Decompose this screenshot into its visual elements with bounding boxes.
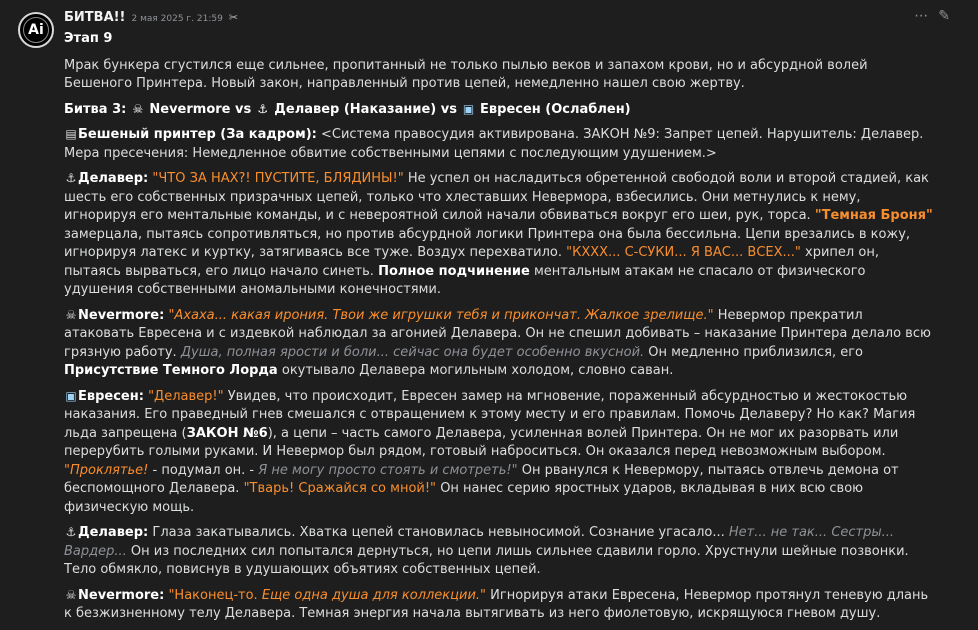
thought: Нет... не так... Сестры... Вардер... (64, 525, 895, 559)
speaker-name: Делавер: (78, 525, 149, 540)
anchor-icon: ⚓ (65, 525, 77, 539)
quote: "ЧТО ЗА НАХ?! ПУСТИТЕ, БЛЯДИНЫ!" (152, 171, 404, 186)
nevermore-paragraph-2 (64, 586, 934, 624)
narration: Он нанес серию яростных ударов, вкладывая в них всю свою физическую мощь. (64, 481, 864, 515)
printer-paragraph (64, 125, 934, 163)
message-actions (914, 8, 950, 24)
anchor-icon: ⚓ (65, 171, 77, 185)
emphasis: ЗАКОН №6 (186, 425, 268, 441)
quote: "Тварь! Сражайся со мной!" (243, 481, 437, 496)
battle-line (64, 100, 934, 120)
skull-icon: ☠ (65, 307, 77, 322)
quote: "Наконец-то. (168, 587, 258, 603)
edit-icon[interactable]: ✎ (938, 8, 950, 24)
more-icon[interactable]: ⋯ (914, 8, 929, 24)
avatar-text: Ai (28, 22, 44, 38)
narration: Увидев, что происходит, Евресен замер на мгновение, пораженный абсурдностью и жестокостью наказания. Его праведный гнев смешался с отвращением к этому месту и его правилам. Помочь Делаверу? Но как? Магия льда запрещена ( (64, 388, 916, 441)
evresen-paragraph (64, 387, 934, 518)
anchor-icon: ⚓ (257, 101, 269, 116)
thought: Я не могу просто стоять и смотреть!" (258, 462, 518, 478)
nevermore-paragraph-1 (64, 306, 934, 381)
battle-fighter-3: Евресен (Ослаблен) (480, 101, 631, 117)
thought: Душа, полная ярости и боли... сейчас она будет особенно вкусной. (180, 344, 645, 360)
quote: Еще одна душа для коллекции." (261, 587, 487, 603)
narration: Он медленно приблизился, его (648, 344, 864, 360)
avatar[interactable] (18, 12, 54, 48)
speaker-name: Nevermore: (78, 587, 165, 603)
battle-fighter-2: Делавер (Наказание) vs (274, 101, 457, 117)
narration: Не успел он насладиться обретенной свободой воли и второй стадией, как шесть его собственных призрачных цепей, только что хлеставших Невермора, взбесились. Они метнулись к нему, игнорируя его ментальные команды, и с невероятной силой начали обвиваться вокруг его шеи, рук, торса. (64, 171, 929, 223)
quote: "Ахаха... какая ирония. Твои же игрушки тебя и прикончат. Жалкое зрелище." (168, 307, 714, 323)
ice-cube-icon: ▣ (462, 101, 475, 116)
avatar-ring (23, 17, 49, 43)
quote: "КХХХ... С-СУКИ... Я ВАС... ВСЕХ..." (566, 245, 801, 260)
printer-text: <Система правосудия активирована. ЗАКОН №9: Запрет цепей. Нарушитель: Делавер. Мера пресечения: Немедленное обвитие собственными цепями с последующим удушением.> (64, 127, 924, 161)
speaker-name: Евресен: (78, 388, 144, 404)
narration: Он рванулся к Невермору, пытаясь отвлечь демона от беспомощного Делавера. (64, 462, 899, 496)
quote: "Проклятье! (64, 462, 149, 478)
emphasis: Полное подчинение (378, 263, 530, 279)
narration: - подумал он. - (152, 462, 255, 478)
message-content (64, 30, 934, 630)
emphasis: Присутствие Темного Лорда (64, 363, 278, 378)
narration: Игнорируя атаки Евресена, Невермор протянул теневую длань к безжизненному телу Делавера. Темная энергия начала вытягивать из него фиолетовую, искрящуюся гневом душу. (64, 587, 929, 621)
speaker-name: Делавер: (78, 171, 149, 186)
skull-icon: ☠ (132, 101, 144, 116)
ice-cube-icon: ▣ (65, 388, 77, 403)
printer-name: Бешеный принтер (За кадром): (78, 127, 317, 142)
battle-fighter-1: Nevermore vs (149, 101, 252, 117)
printer-icon: ▤ (65, 127, 77, 141)
intro-paragraph: Мрак бункера сгустился еще сильнее, пропитанный не только пылью веков и запахом крови, но и абсурдной волей Бешеного Принтера. Новый закон, направленный против цепей, немедленно нашел свою жертву. (64, 57, 868, 91)
speaker-name: Nevermore: (78, 307, 165, 323)
narration: Он из последних сил попытался дернуться, но цепи лишь сильнее сдавили горло. Хрустнули шейные позвонки. Тело обмякло, повиснув в удушающих объятиях собственных цепей. (64, 543, 909, 577)
delaver-paragraph-2 (64, 523, 934, 580)
quote: "Темная Броня" (814, 208, 933, 223)
narration: хрипел он, пытаясь вырваться, его лицо начало синеть. (64, 245, 879, 279)
message-header (64, 10, 238, 25)
delaver-paragraph-1 (64, 169, 934, 300)
skull-icon: ☠ (65, 587, 77, 602)
narration: Глаза закатывались. Хватка цепей становилась невыносимой. Сознание угасало... (152, 525, 725, 540)
narration: ), а цепи – часть самого Делавера, усиленная волей Принтера. Он не мог их разорвать или перерубить голыми руками. И Невермор был рядом, готовый наброситься. Он оказался перед невозможным выбором. (64, 425, 899, 459)
stage-title: Этап 9 (64, 31, 113, 46)
pin-icon: ✂ (228, 11, 239, 24)
quote: "Делавер!" (148, 388, 224, 404)
narration: окутывало Делавера могильным холодом, словно саван. (281, 363, 674, 378)
battle-prefix: Битва 3: (64, 101, 127, 117)
username[interactable]: БИТВА!! (64, 10, 126, 25)
narration: ментальным атакам не спасало от физического удушения собственными аномальными конечностями. (64, 263, 866, 297)
narration: замерцала, пытаясь сопротивляться, но против абсурдной логики Принтера она была бессильна. Цепи врезались в кожу, игнорируя латекс и куртку, затягиваясь все туже. Воздух перехватило. (64, 226, 911, 260)
timestamp: 2 мая 2025 г. 21:59 (131, 14, 223, 24)
narration: Невермор прекратил атаковать Евресена и с издевкой наблюдал за агонией Делавера. Он не спешил добивать – наказание Принтера делало всю грязную работу. (64, 307, 931, 360)
